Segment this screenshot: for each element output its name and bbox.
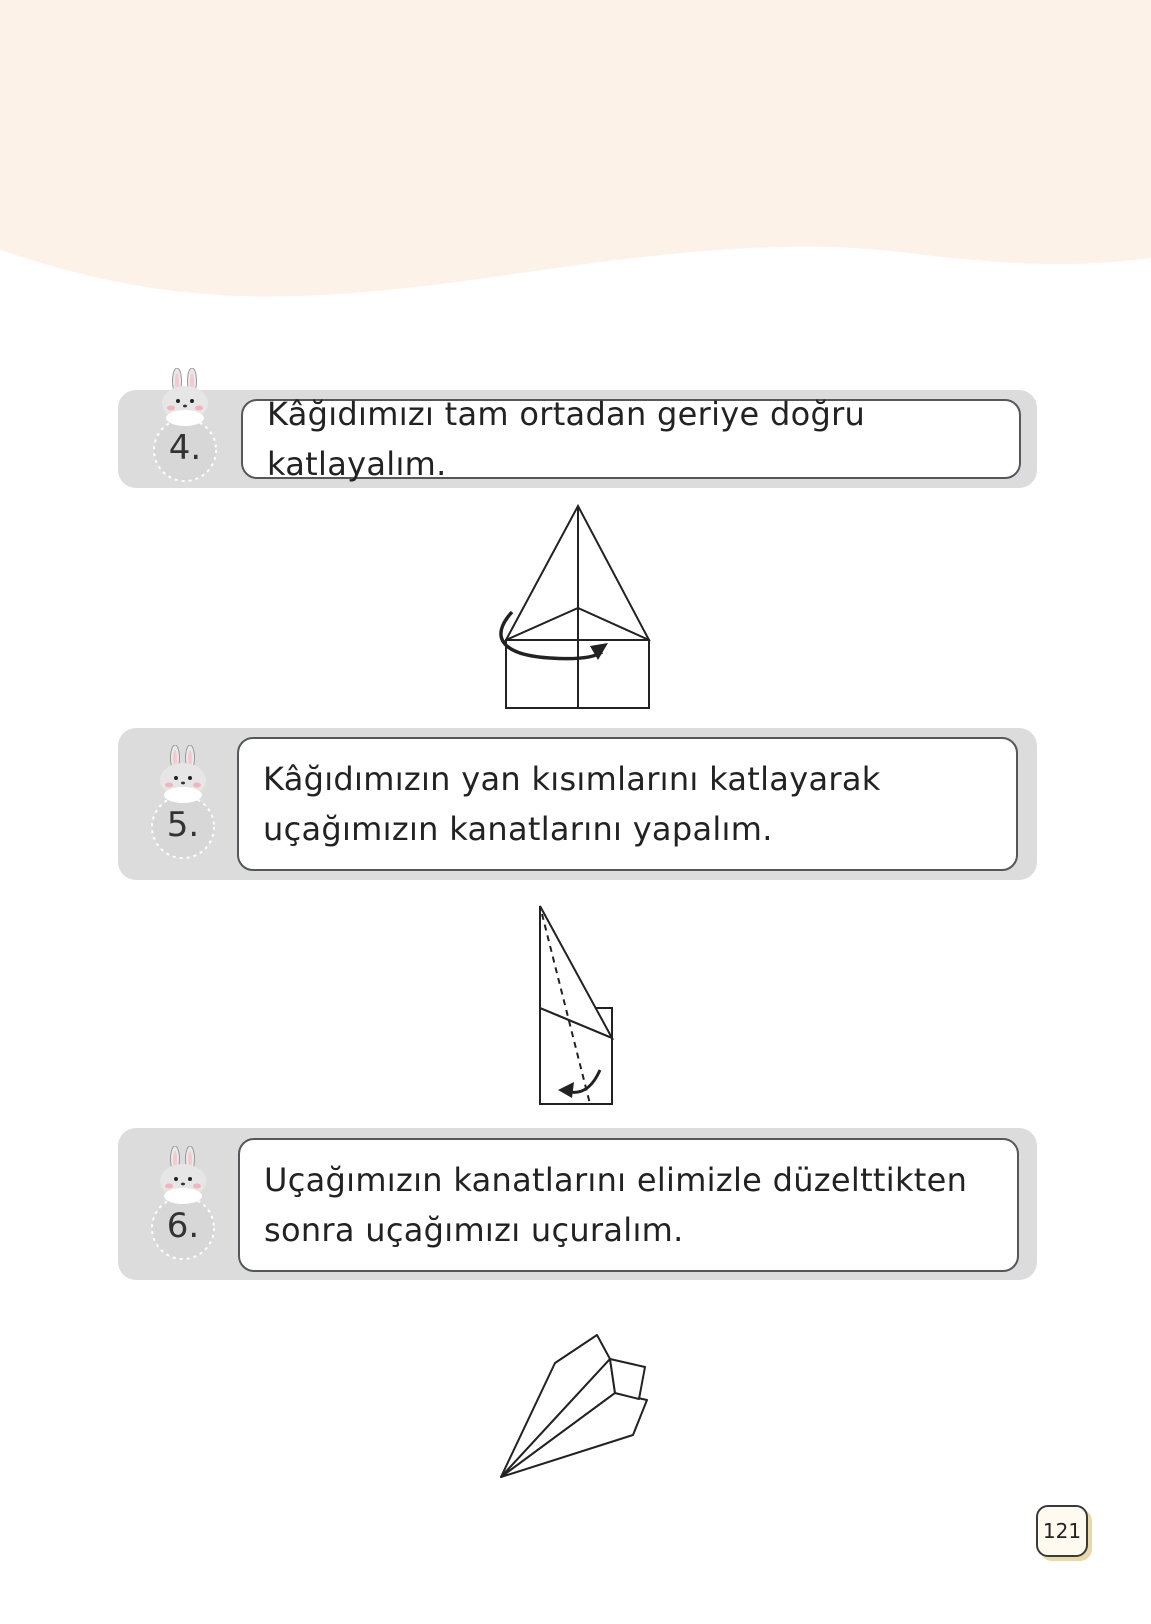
step-5-number: 5. bbox=[166, 805, 200, 845]
step-6-badge bbox=[148, 1146, 218, 1266]
step-5-text: Kâğıdımızın yan kısımlarını katlayarak uçağımızın kanatlarını yapalım. bbox=[263, 760, 881, 848]
step-4-text: Kâğıdımızı tam ortadan geriye doğru katlayalım. bbox=[267, 395, 866, 483]
header-wave-background bbox=[0, 0, 1151, 310]
fold-back-illustration bbox=[490, 500, 660, 715]
page-number-box bbox=[1036, 1505, 1088, 1557]
step-6-textbox bbox=[238, 1138, 1019, 1272]
step-4-number: 4. bbox=[168, 428, 202, 468]
step-6-text: Uçağımızın kanatlarını elimizle düzelttikten sonra uçağımızı uçuralım. bbox=[264, 1161, 968, 1249]
fold-wings-illustration bbox=[530, 900, 620, 1110]
step-4-textbox bbox=[241, 395, 1021, 483]
page-number-text: 121 bbox=[1042, 1519, 1082, 1543]
step-5-badge bbox=[148, 745, 218, 865]
paper-airplane-illustration bbox=[495, 1325, 655, 1485]
step-5-textbox bbox=[237, 737, 1018, 871]
page-number bbox=[1036, 1505, 1094, 1563]
step-4-badge bbox=[150, 368, 220, 488]
step-6-number: 6. bbox=[166, 1206, 200, 1246]
